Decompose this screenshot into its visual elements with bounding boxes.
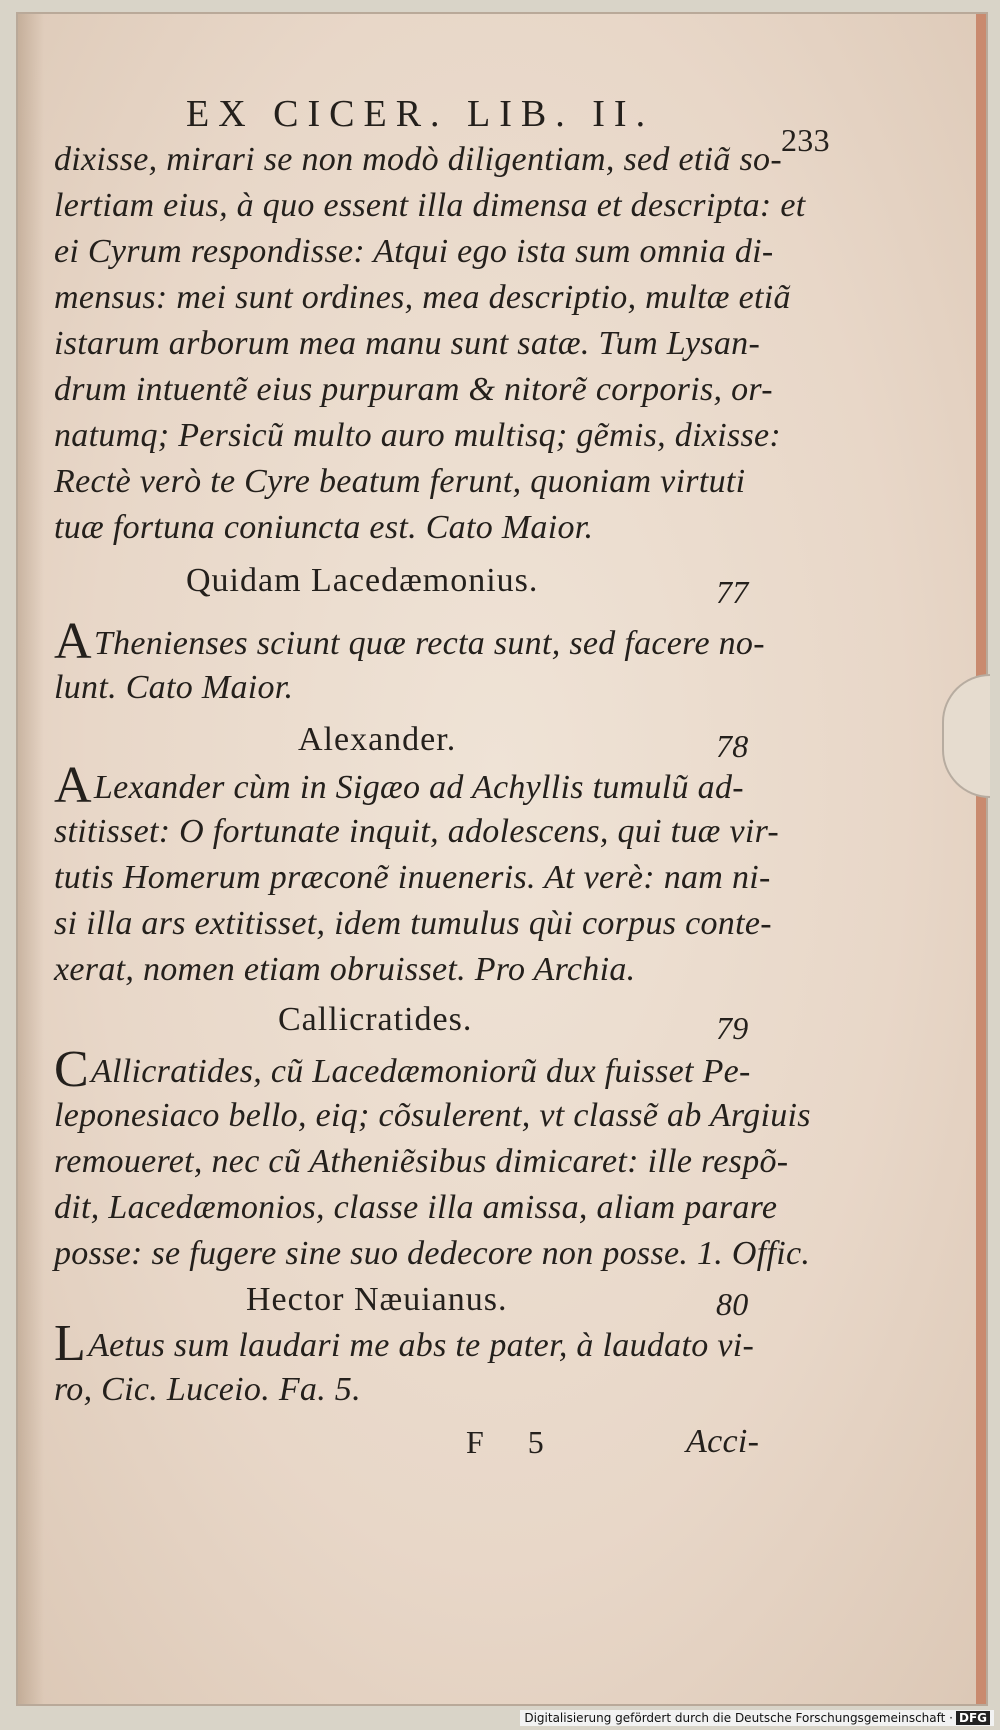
text-line: posse: se fugere sine suo dedecore non posse. 1. Offic. bbox=[54, 1235, 811, 1272]
text-line: CAllicratides, cũ Lacedæmoniorũ dux fuisset Pe- bbox=[54, 1041, 751, 1098]
text-line: remoueret, nec cũ Atheniẽsibus dimicaret: ille respõ- bbox=[54, 1143, 789, 1180]
text-line: istarum arborum mea manu sunt satæ. Tum Lysan- bbox=[54, 325, 761, 362]
text-line: tutis Homerum præconẽ inueneris. At verè: nam ni- bbox=[54, 859, 771, 896]
page-number: 233 bbox=[781, 122, 830, 158]
section-number: 80 bbox=[716, 1286, 749, 1322]
text-line: ei Cyrum respondisse: Atqui ego ista sum omnia di- bbox=[54, 233, 774, 270]
running-head: EX CICER. LIB. II. bbox=[186, 93, 655, 135]
text-line: natumq; Persicũ multo auro multisq; gẽmis, dixisse: bbox=[54, 417, 782, 454]
digitization-footer bbox=[520, 1710, 994, 1726]
section-heading: Alexander. bbox=[298, 721, 457, 758]
text-line: xerat, nomen etiam obruisset. Pro Archia. bbox=[54, 951, 636, 988]
text-line: ALexander cùm in Sigæo ad Achyllis tumulũ ad- bbox=[54, 757, 744, 814]
drop-cap: L bbox=[54, 1315, 87, 1372]
book-page bbox=[18, 14, 986, 1704]
text-line: drum intuentẽ eius purpuram & nitorẽ corporis, or- bbox=[54, 371, 773, 408]
text-line: dit, Lacedæmonios, classe illa amissa, aliam parare bbox=[54, 1189, 778, 1226]
text-line: LAetus sum laudari me abs te pater, à laudato vi- bbox=[54, 1315, 755, 1372]
text-line: dixisse, mirari se non modò diligentiam, sed etiã so- bbox=[54, 141, 782, 178]
drop-cap: C bbox=[54, 1041, 89, 1098]
section-heading: Quidam Lacedæmonius. bbox=[186, 562, 539, 599]
section-number: 77 bbox=[716, 574, 749, 610]
dfg-logo: DFG bbox=[956, 1711, 990, 1725]
text-line: AThenienses sciunt quæ recta sunt, sed facere no- bbox=[54, 613, 765, 670]
section-number: 78 bbox=[716, 728, 749, 764]
footer-text: Digitalisierung gefördert durch die Deutsche Forschungsgemeinschaft · bbox=[524, 1711, 953, 1725]
section-heading: Hector Næuianus. bbox=[246, 1281, 508, 1318]
text-line: leponesiaco bello, eiq; cõsulerent, vt classẽ ab Argiuis bbox=[54, 1097, 811, 1134]
section-heading: Callicratides. bbox=[278, 1001, 473, 1038]
text-line: ro, Cic. Luceio. Fa. 5. bbox=[54, 1371, 361, 1408]
text-line: si illa ars extitisset, idem tumulus qùi corpus conte- bbox=[54, 905, 772, 942]
text-line: lertiam eius, à quo essent illa dimensa et descripta: et bbox=[54, 187, 806, 224]
text-line: mensus: mei sunt ordines, mea descriptio, multæ etiã bbox=[54, 279, 791, 316]
text-line: Rectè verò te Cyre beatum ferunt, quoniam virtuti bbox=[54, 463, 746, 500]
page-tab-marker bbox=[942, 674, 990, 798]
signature-mark: F 5 bbox=[466, 1424, 562, 1460]
text-line: lunt. Cato Maior. bbox=[54, 669, 294, 706]
section-number: 79 bbox=[716, 1010, 749, 1046]
catchword: Acci- bbox=[686, 1423, 760, 1460]
drop-cap: A bbox=[54, 757, 92, 814]
text-line: tuæ fortuna coniuncta est. Cato Maior. bbox=[54, 509, 594, 546]
text-line: stitisset: O fortunate inquit, adolescens, qui tuæ vir- bbox=[54, 813, 780, 850]
drop-cap: A bbox=[54, 613, 92, 670]
